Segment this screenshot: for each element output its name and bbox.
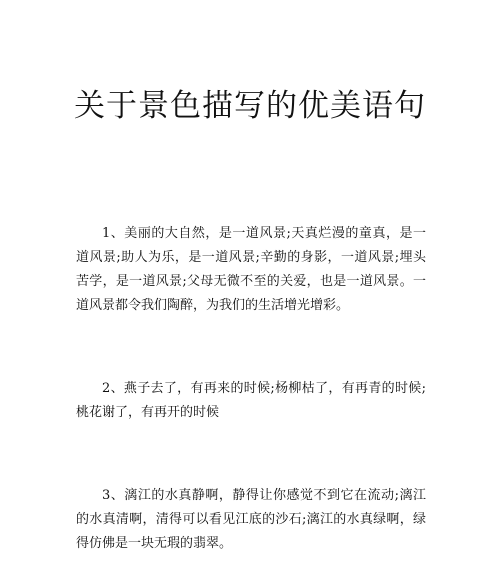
paragraph-1: 1、美丽的大自然，是一道风景;天真烂漫的童真，是一道风景;助人为乐，是一道风景;辛勤的身影，一道风景;埋头苦学，是一道风景;父母无微不至的关爱，也是一道风景。一道风景都令我们陶醉，为我们的生活增光增彩。 xyxy=(76,226,426,313)
paragraph-2: 2、燕子去了，有再来的时候;杨柳枯了，有再青的时候;桃花谢了，有再开的时候 xyxy=(76,381,426,420)
document-title: 关于景色描写的优美语句 xyxy=(74,88,426,124)
paragraph-3: 3、漓江的水真静啊，静得让你感觉不到它在流动;漓江的水真清啊，清得可以看见江底的沙石;漓江的水真绿啊，绿得仿佛是一块无瑕的翡翠。 xyxy=(76,488,426,551)
